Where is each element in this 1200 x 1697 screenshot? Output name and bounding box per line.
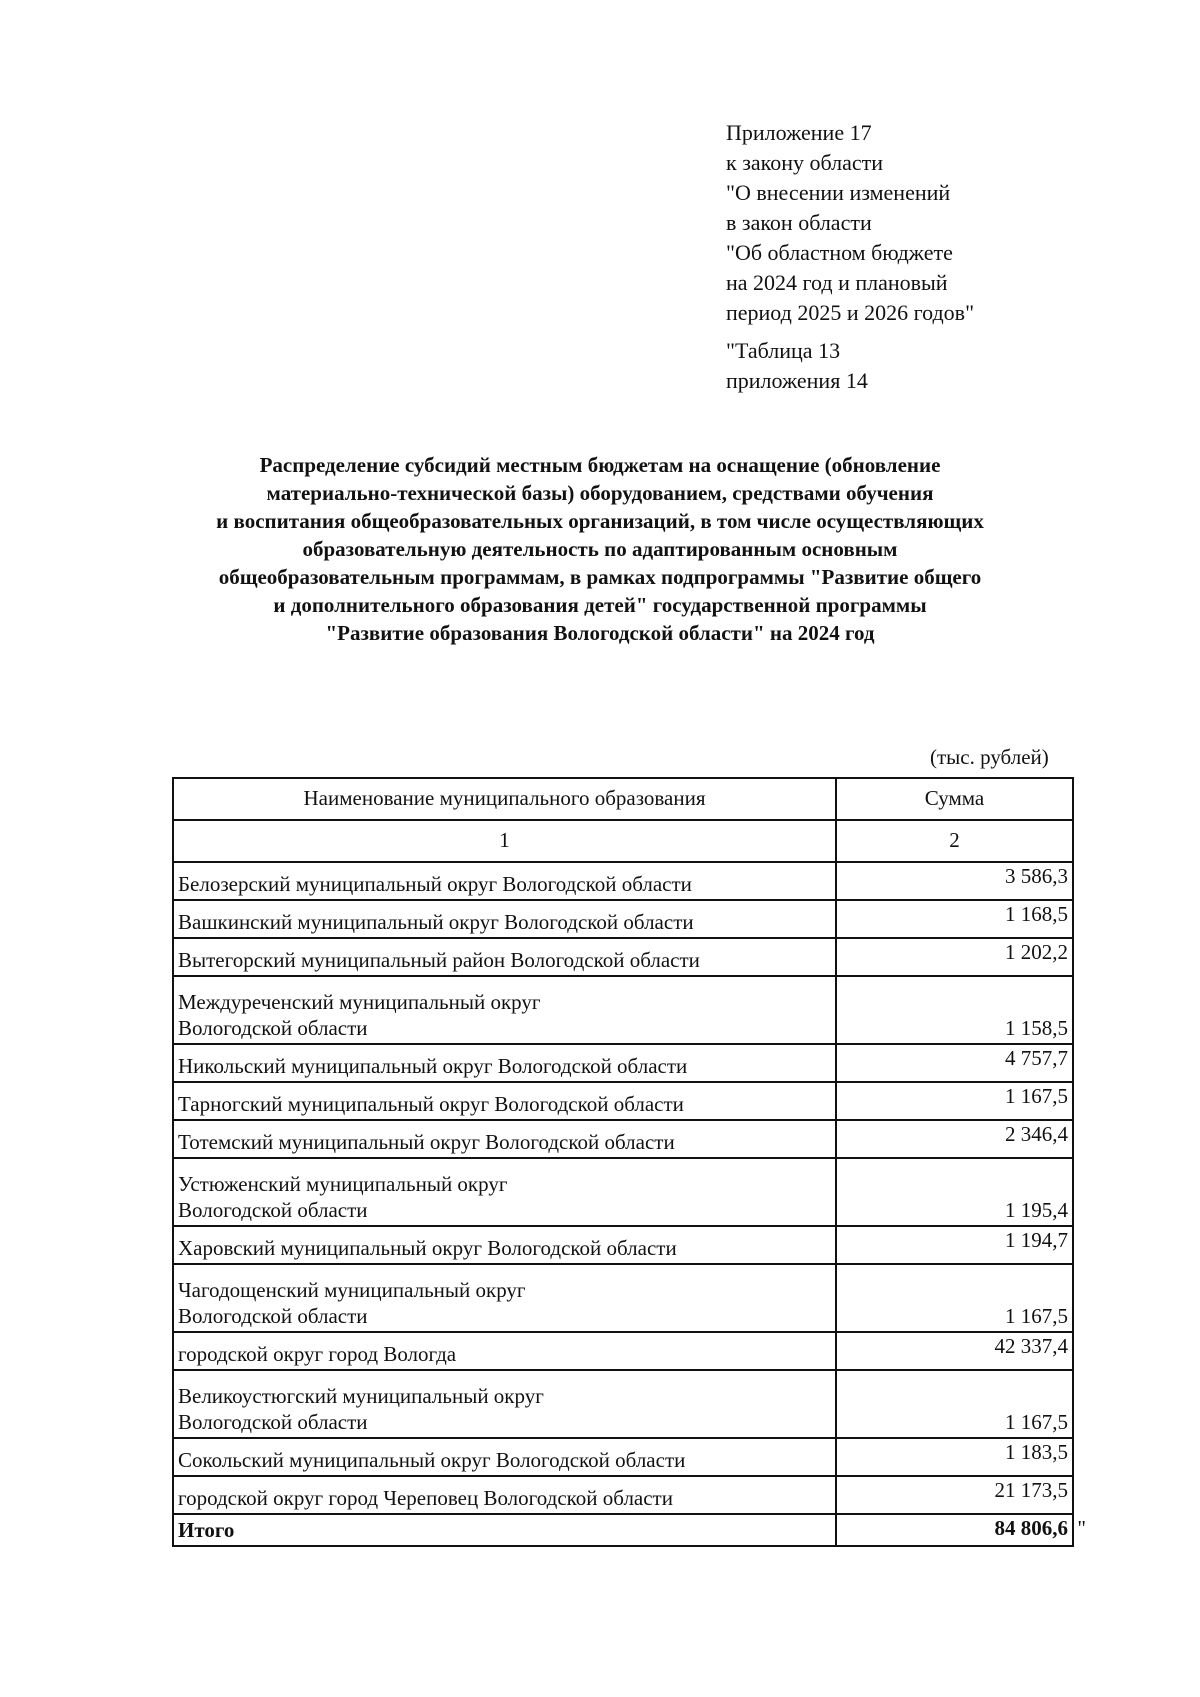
header-line: период 2025 и 2026 годов"	[726, 300, 975, 325]
table-row	[173, 1158, 1073, 1226]
municipality-name-line: Чагодощенский муниципальный округ	[178, 1278, 526, 1302]
total-amount: 84 806,6	[994, 1516, 1068, 1540]
table-row	[173, 1044, 1073, 1082]
municipality-name-line: Вологодской области	[178, 1410, 368, 1434]
municipality-name-line: Тотемский муниципальный округ Вологодской области	[178, 1130, 675, 1154]
table-ref-line: приложения 14	[726, 368, 868, 393]
municipality-name	[173, 1370, 836, 1438]
title-line: образовательную деятельность по адаптированным основным	[302, 537, 898, 561]
column-header-name: Наименование муниципального образования	[173, 778, 836, 820]
municipality-name	[173, 900, 836, 938]
column-header-sum: Сумма	[836, 778, 1073, 820]
subsidy-amount: 1 167,5	[836, 1264, 1073, 1332]
table-header-row	[173, 778, 1073, 820]
table-ref-line: "Таблица 13	[726, 338, 841, 363]
municipality-name-line: Никольский муниципальный округ Вологодской области	[178, 1054, 688, 1078]
total-label: Итого	[173, 1514, 836, 1546]
table-row	[173, 976, 1073, 1044]
municipality-name	[173, 1044, 836, 1082]
header-line: к закону области	[726, 150, 884, 175]
appendix-header	[726, 118, 974, 396]
subsidy-amount: 42 337,4	[836, 1332, 1073, 1370]
subsidy-amount: 1 158,5	[836, 976, 1073, 1044]
municipality-name-line: Великоустюгский муниципальный округ	[178, 1384, 544, 1408]
table-row	[173, 1120, 1073, 1158]
municipality-name-line: Вашкинский муниципальный округ Вологодской области	[178, 910, 694, 934]
table-row	[173, 1226, 1073, 1264]
total-row	[173, 1514, 1073, 1546]
municipality-name	[173, 862, 836, 900]
table-row	[173, 1370, 1073, 1438]
subsidy-amount: 1 168,5	[836, 900, 1073, 938]
municipality-name	[173, 1158, 836, 1226]
header-line: в закон области	[726, 210, 872, 235]
header-line: на 2024 год и плановый	[726, 270, 948, 295]
table-row	[173, 1082, 1073, 1120]
title-line: материально-технической базы) оборудованием, средствами обучения	[266, 481, 934, 505]
municipality-name-line: городской округ город Вологда	[178, 1342, 457, 1366]
municipality-name-line: Харовский муниципальный округ Вологодской области	[178, 1236, 677, 1260]
municipality-name	[173, 1082, 836, 1120]
table-row	[173, 1438, 1073, 1476]
municipality-name-line: Междуреченский муниципальный округ	[178, 990, 541, 1014]
municipality-name	[173, 1332, 836, 1370]
municipality-name	[173, 1226, 836, 1264]
title-line: и дополнительного образования детей" государственной программы	[273, 593, 927, 617]
total-amount-cell	[836, 1514, 1086, 1546]
column-number: 1	[173, 820, 836, 862]
document-title	[150, 451, 1050, 647]
subsidy-amount: 1 202,2	[836, 938, 1073, 976]
municipality-name-line: Белозерский муниципальный округ Вологодской области	[178, 872, 692, 896]
subsidy-amount: 2 346,4	[836, 1120, 1073, 1158]
municipality-name-line: Вологодской области	[178, 1198, 368, 1222]
subsidy-amount: 1 183,5	[836, 1438, 1073, 1476]
title-line: и воспитания общеобразовательных организаций, в том числе осуществляющих	[216, 509, 984, 533]
subsidy-table	[172, 777, 1086, 1547]
municipality-name	[173, 1476, 836, 1514]
title-line: общеобразовательным программам, в рамках подпрограммы "Развитие общего	[218, 565, 982, 589]
subsidy-amount: 1 194,7	[836, 1226, 1073, 1264]
table-row	[173, 862, 1073, 900]
column-number-row	[173, 820, 1073, 862]
subsidy-amount: 3 586,3	[836, 862, 1073, 900]
closing-quote: "	[1077, 1516, 1086, 1540]
municipality-name	[173, 938, 836, 976]
table-row	[173, 1264, 1073, 1332]
municipality-name-line: Тарногский муниципальный округ Вологодской области	[178, 1092, 684, 1116]
subsidy-amount: 21 173,5	[836, 1476, 1073, 1514]
municipality-name-line: городской округ город Череповец Вологодской области	[178, 1486, 673, 1510]
subsidy-amount: 4 757,7	[836, 1044, 1073, 1082]
table-row	[173, 938, 1073, 976]
municipality-name-line: Вытегорский муниципальный район Вологодской области	[178, 948, 700, 972]
title-line: "Развитие образования Вологодской области" на 2024 год	[325, 621, 875, 645]
municipality-name	[173, 1438, 836, 1476]
header-line: Приложение 17	[726, 120, 872, 145]
municipality-name-line: Вологодской области	[178, 1016, 368, 1040]
subsidy-amount: 1 167,5	[836, 1370, 1073, 1438]
table-row	[173, 1332, 1073, 1370]
column-number: 2	[836, 820, 1073, 862]
subsidy-amount: 1 195,4	[836, 1158, 1073, 1226]
table-row	[173, 900, 1073, 938]
table-row	[173, 1476, 1073, 1514]
municipality-name	[173, 1120, 836, 1158]
municipality-name-line: Сокольский муниципальный округ Вологодской области	[178, 1448, 686, 1472]
title-line: Распределение субсидий местным бюджетам на оснащение (обновление	[259, 453, 941, 477]
municipality-name	[173, 1264, 836, 1332]
municipality-name	[173, 976, 836, 1044]
municipality-name-line: Вологодской области	[178, 1304, 368, 1328]
header-line: "Об областном бюджете	[726, 240, 953, 265]
header-line: "О внесении изменений	[726, 180, 951, 205]
units-label: (тыс. рублей)	[930, 745, 1049, 769]
municipality-name-line: Устюженский муниципальный округ	[178, 1172, 508, 1196]
subsidy-amount: 1 167,5	[836, 1082, 1073, 1120]
